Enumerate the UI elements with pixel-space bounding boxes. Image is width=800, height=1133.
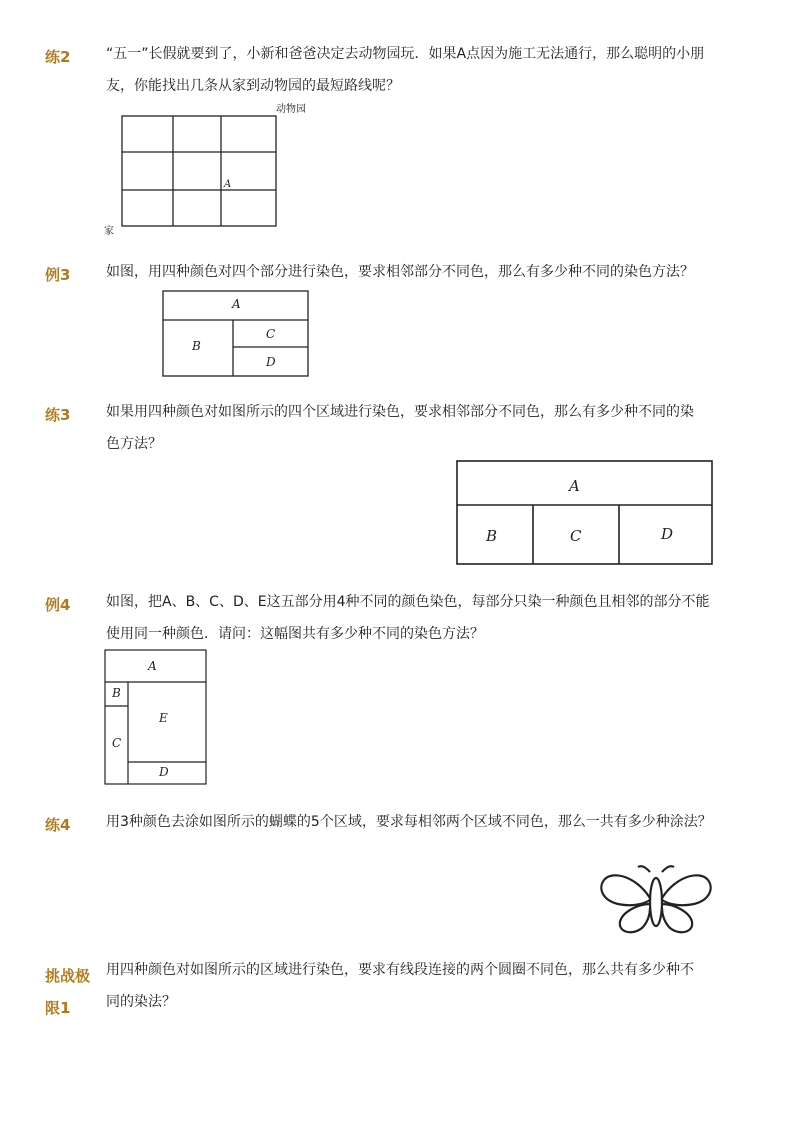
- problem-label: 练2: [45, 48, 71, 66]
- problem-label: 挑战极限1: [45, 967, 91, 1017]
- butterfly-figure: [598, 864, 716, 940]
- region-b-label: B: [112, 686, 121, 700]
- grid-figure: [100, 100, 330, 240]
- problem-text: 如果用四种颜色对如图所示的四个区域进行染色，要求相邻部分不同色，那么有多少种不同的染色方法？: [106, 404, 694, 452]
- region-d-label: D: [661, 525, 674, 543]
- problem-label: 练3: [45, 406, 71, 424]
- problem-text: “五一”长假就要到了，小新和爸爸决定去动物园玩．如果A点因为施工无法通行，那么聪明的小朋友，你能找出几条从家到动物园的最短路线呢？: [106, 46, 705, 94]
- region-a-label: A: [148, 659, 157, 673]
- region-b-label: B: [486, 527, 498, 545]
- butterfly-icon: [598, 864, 716, 940]
- problem-label: 例4: [45, 596, 71, 614]
- region-e-label: E: [159, 711, 168, 725]
- problem-text: 如图，把A、B、C、D、E这五部分用4种不同的颜色染色，每部分只染一种颜色且相邻的部分不能使用同一种颜色．请问：这幅图共有多少种不同的染色方法？: [106, 594, 710, 642]
- region-a-label: A: [232, 297, 241, 311]
- zoo-label: 动物园: [276, 104, 306, 115]
- problem-text: 用3种颜色去涂如图所示的蝴蝶的5个区域，要求每相邻两个区域不同色，那么一共有多少种涂法？: [106, 814, 712, 830]
- region-figure: [162, 290, 310, 378]
- region-d-label: D: [266, 355, 276, 369]
- region-c-label: C: [266, 327, 276, 341]
- region-a-label: A: [569, 477, 580, 495]
- problem-label: 例3: [45, 266, 71, 284]
- region-figure: [104, 649, 208, 785]
- region-b-label: B: [192, 339, 201, 353]
- point-a-label: A: [224, 179, 232, 190]
- home-label: 家: [104, 226, 114, 237]
- problem-label: 练4: [45, 816, 71, 834]
- region-c-label: C: [112, 736, 122, 750]
- region-c-label: C: [570, 527, 582, 545]
- problem-text: 用四种颜色对如图所示的区域进行染色，要求有线段连接的两个圆圈不同色，那么共有多少种不同的染法？: [106, 962, 694, 1010]
- region-d-label: D: [159, 765, 169, 779]
- region-figure: [456, 460, 714, 566]
- problem-text: 如图，用四种颜色对四个部分进行染色，要求相邻部分不同色，那么有多少种不同的染色方法？: [106, 264, 694, 280]
